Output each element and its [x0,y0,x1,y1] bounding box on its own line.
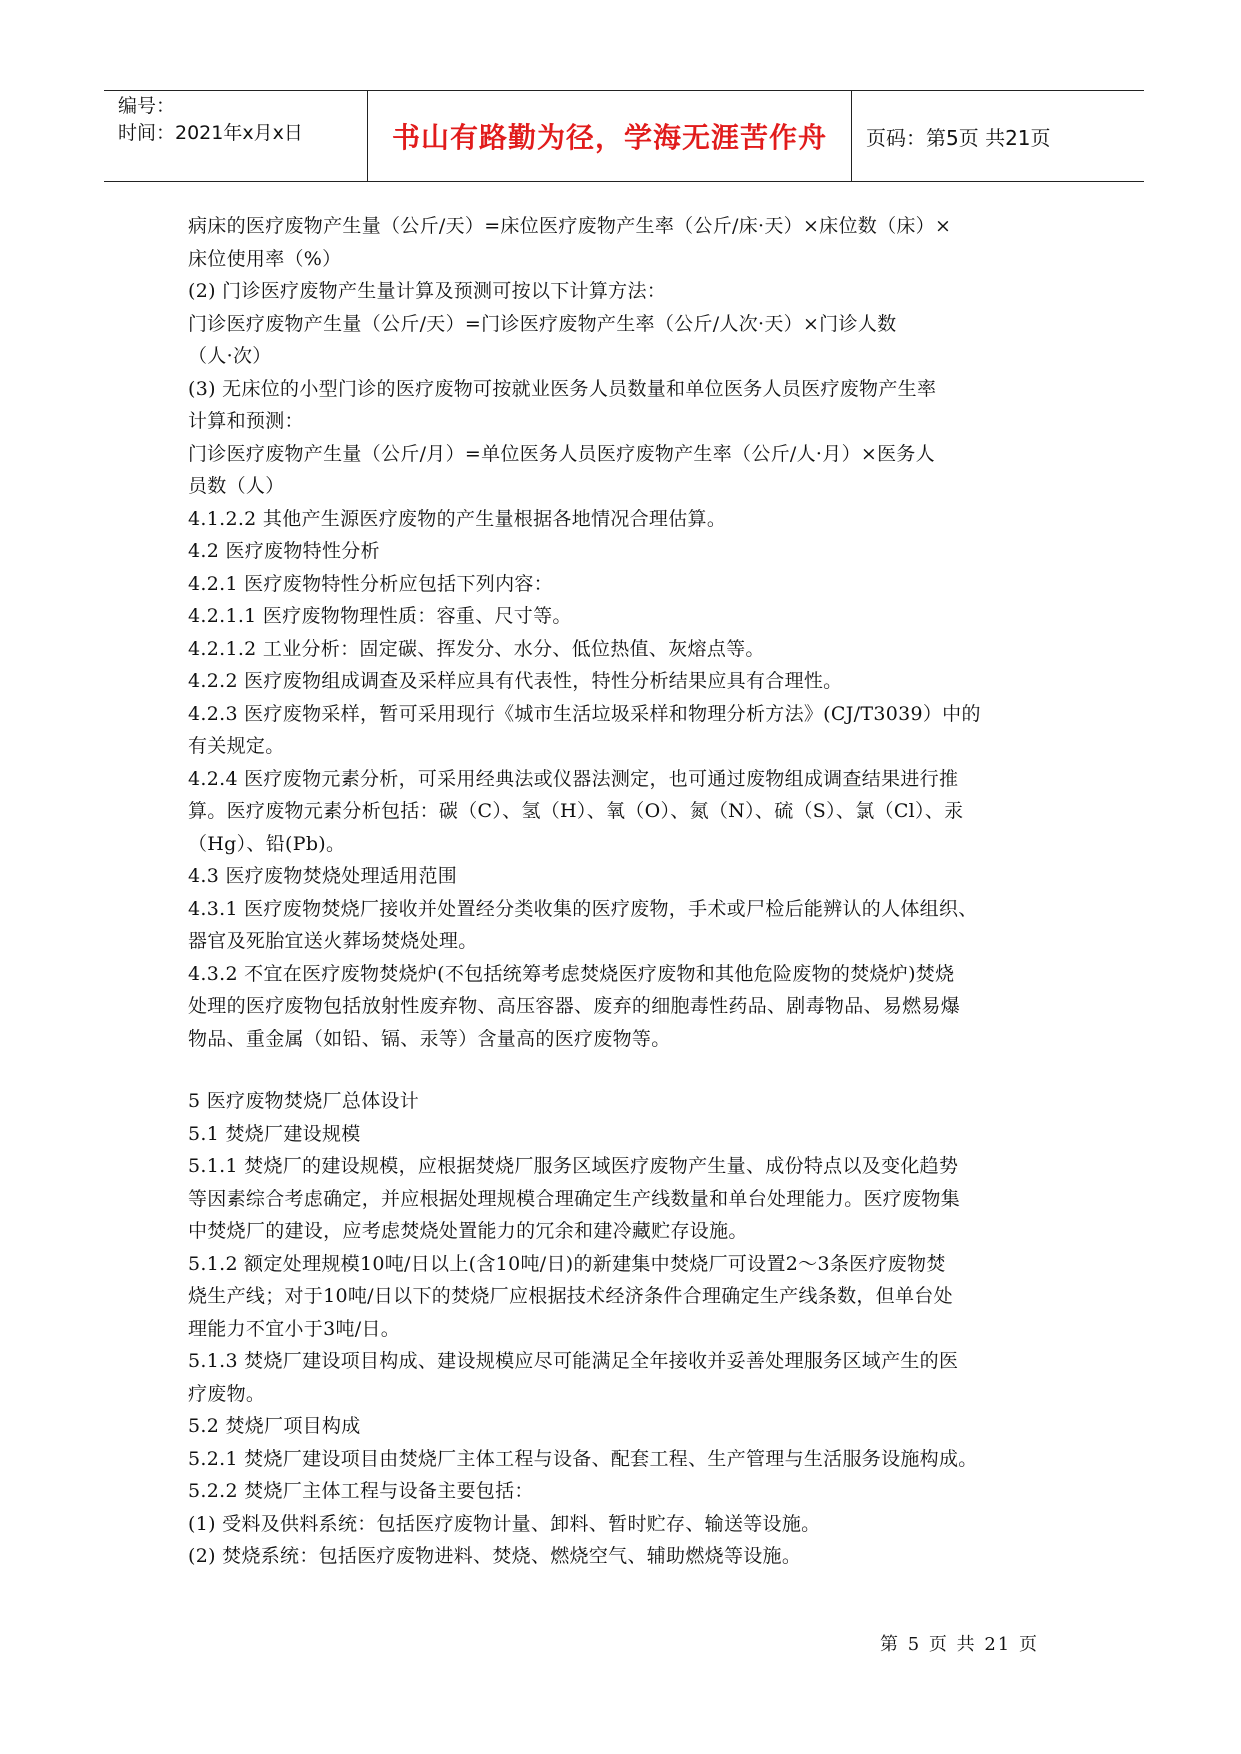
text-line: 4.1.2.2 其他产生源医疗废物的产生量根据各地情况合理估算。 [188,507,727,530]
text-line: 疗废物。 [188,1382,266,1405]
header-page-number: 页码：第5页 共21页 [866,125,1051,150]
text-line: 计算和预测： [188,410,304,432]
text-line: 5.2 焚烧厂项目构成 [188,1415,361,1437]
text-line: 器官及死胎宜送火葬场焚烧处理。 [188,930,478,952]
text-line: 门诊医疗废物产生量（公斤/月）=单位医务人员医疗废物产生率（公斤/人·月）×医务人 [188,442,935,465]
text-line: (3) 无床位的小型门诊的医疗废物可按就业医务人员数量和单位医务人员医疗废物产生率 [188,377,937,400]
text-line: 5.1 焚烧厂建设规模 [188,1122,361,1145]
text-line: 4.3.1 医疗废物焚烧厂接收并处置经分类收集的医疗废物，手术或尸检后能辨认的人体组织、 [188,897,978,920]
text-line: （Hg）、铅(Pb)。 [188,832,346,855]
text-line: (2) 门诊医疗废物产生量计算及预测可按以下计算方法： [188,280,667,302]
text-line: 算。医疗废物元素分析包括：碳（C）、氢（H）、氧（O）、氮（N）、硫（S）、氯（Cl）、汞 [188,800,964,822]
text-line: 病床的医疗废物产生量（公斤/天）=床位医疗废物产生率（公斤/床·天）×床位数（床）× [188,215,952,237]
document-time-label: 时间：2021年x月x日 [118,122,303,144]
paragraph-gap [188,1055,1068,1085]
text-line: 4.3 医疗废物焚烧处理适用范围 [188,865,458,887]
text-line: 5.1.2 额定处理规模10吨/日以上(含10吨/日)的新建集中焚烧厂可设置2～3条医疗废物焚 [188,1252,946,1275]
text-line: 4.3.2 不宜在医疗废物焚烧炉(不包括统筹考虑焚烧医疗废物和其他危险废物的焚烧炉)焚烧 [188,962,955,985]
text-line: 4.2.2 医疗废物组成调查及采样应具有代表性，特性分析结果应具有合理性。 [188,670,843,692]
document-body [188,210,1068,1573]
text-line: 4.2.4 医疗废物元素分析，可采用经典法或仪器法测定，也可通过废物组成调查结果进行推 [188,767,959,790]
text-line: 5.1.3 焚烧厂建设项目构成、建设规模应尽可能满足全年接收并妥善处理服务区域产生的医 [188,1350,959,1372]
text-line: 处理的医疗废物包括放射性废弃物、高压容器、废弃的细胞毒性药品、剧毒物品、易燃易爆 [188,995,961,1017]
text-line: 4.2.3 医疗废物采样，暂可采用现行《城市生活垃圾采样和物理分析方法》(CJ/T3039）中的 [188,702,981,725]
header-meta [104,91,368,181]
text-line: 等因素综合考虑确定，并应根据处理规模合理确定生产线数量和单台处理能力。医疗废物集 [188,1187,961,1210]
text-line: (2) 焚烧系统：包括医疗废物进料、焚烧、燃烧空气、辅助燃烧等设施。 [188,1545,802,1567]
header-motto: 书山有路勤为径，学海无涯苦作舟 [368,91,852,181]
text-line: (1) 受料及供料系统：包括医疗废物计量、卸料、暂时贮存、输送等设施。 [188,1512,821,1535]
text-line: 5.1.1 焚烧厂的建设规模，应根据焚烧厂服务区域医疗废物产生量、成份特点以及变化趋势 [188,1155,959,1177]
page-header [104,90,1144,182]
text-line: （人·次） [188,345,272,367]
text-line: 物品、重金属（如铅、镉、汞等）含量高的医疗废物等。 [188,1027,671,1050]
text-line: 有关规定。 [188,735,285,757]
text-line: 员数（人） [188,475,285,497]
document-number-label: 编号： [118,95,176,117]
text-line: 4.2 医疗废物特性分析 [188,540,380,562]
text-line: 中焚烧厂的建设，应考虑焚烧处置能力的冗余和建冷藏贮存设施。 [188,1220,748,1242]
text-line: 门诊医疗废物产生量（公斤/天）=门诊医疗废物产生率（公斤/人次·天）×门诊人数 [188,312,897,335]
text-line: 4.2.1.1 医疗废物物理性质：容重、尺寸等。 [188,605,572,627]
text-line: 4.2.1 医疗废物特性分析应包括下列内容： [188,572,553,595]
text-line: 烧生产线；对于10吨/日以下的焚烧厂应根据技术经济条件合理确定生产线条数，但单台处 [188,1285,953,1307]
text-line: 床位使用率（%） [188,247,342,270]
text-line: 理能力不宜小于3吨/日。 [188,1317,401,1340]
text-line: 5.2.2 焚烧厂主体工程与设备主要包括： [188,1480,534,1502]
page-footer: 第 5 页 共 21 页 [880,1634,1039,1655]
text-line: 5.2.1 焚烧厂建设项目由焚烧厂主体工程与设备、配套工程、生产管理与生活服务设施构成。 [188,1447,978,1470]
text-line: 4.2.1.2 工业分析：固定碳、挥发分、水分、低位热值、灰熔点等。 [188,637,765,660]
text-line: 5 医疗废物焚烧厂总体设计 [188,1090,420,1112]
